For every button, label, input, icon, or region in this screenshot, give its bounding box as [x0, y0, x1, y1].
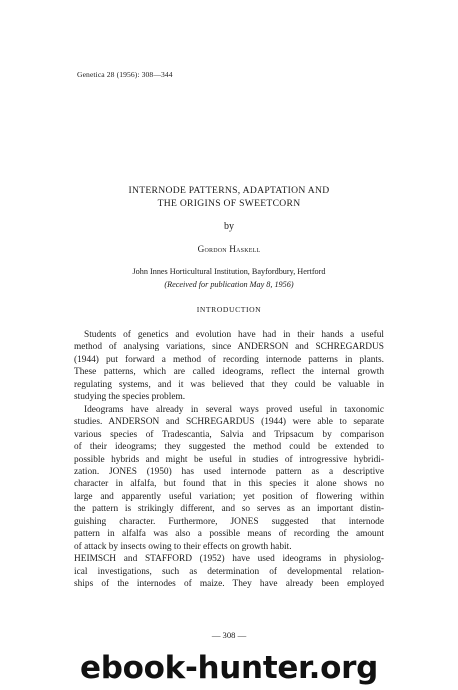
title-line-1: INTERNODE PATTERNS, ADAPTATION AND — [128, 185, 330, 196]
body-line: studies. ANDERSON and SCHREGARDUS (1944) were able to separate — [74, 417, 384, 428]
affiliation-block — [0, 265, 458, 291]
body-line: method of analysing variations, since ANDERSON and SCHREGARDUS — [74, 342, 384, 353]
body-line: character in alfalfa, but found that in this species it alone shows no — [74, 479, 384, 490]
body-line: zation. JONES (1950) has used internode pattern as a descriptive — [74, 466, 384, 477]
author-name: Gordon Haskell — [197, 244, 261, 254]
body-line: (1944) put forward a method of recording internode patterns in plants. — [74, 354, 384, 365]
body-line: Students of genetics and evolution have had in their hands a useful — [84, 330, 384, 340]
body-line: possible hybrids and might be useful in studies of introgressive hybridi- — [74, 454, 384, 465]
body-line: pattern in alfalfa was also a possible means of recording the amount — [74, 529, 384, 540]
title-line-2: THE ORIGINS OF SWEETCORN — [157, 198, 301, 209]
section-heading: INTRODUCTION — [196, 305, 262, 314]
page-number: — 308 — — [211, 630, 247, 640]
body-line: ical investigations, such as determination of developmental relation- — [74, 566, 384, 577]
body-line: studying the species problem. — [74, 392, 186, 403]
received-date: (Received for publication May 8, 1956) — [164, 280, 294, 289]
body-line: the pattern is strikingly different, and so serves as an important distin- — [74, 504, 384, 515]
body-line: of attack by insects owing to their effects on growth habit. — [74, 541, 292, 552]
body-line: guishing character. Furthermore, JONES suggested that internode — [74, 516, 384, 527]
byline-by: by — [224, 221, 234, 232]
body-line: These patterns, which are called ideograms, reflect the internal growth — [74, 367, 384, 378]
body-line: large and apparently useful variation; yet position of flowering within — [74, 491, 384, 502]
body-line: various species of Tradescantia, Salvia and Tripsacum by comparison — [74, 429, 384, 440]
journal-reference: Genetica 28 (1956): 308—344 — [77, 70, 173, 79]
body-text — [74, 329, 384, 591]
body-line: of their ideograms; they suggested the method could be extended to — [74, 442, 384, 453]
body-line: HEIMSCH and STAFFORD (1952) have used ideograms in physiolog- — [74, 554, 384, 565]
body-line: ships of the internodes of maize. They have already been employed — [74, 579, 384, 590]
body-line: Ideograms have already in several ways proved useful in taxonomic — [84, 404, 384, 415]
watermark-logo: ebook-hunter.org — [80, 650, 378, 686]
article-title — [0, 184, 458, 210]
body-line: regulating systems, and it was believed that they could be valuable in — [74, 379, 384, 390]
affiliation: John Innes Horticultural Institution, Bayfordbury, Hertford — [132, 267, 326, 276]
